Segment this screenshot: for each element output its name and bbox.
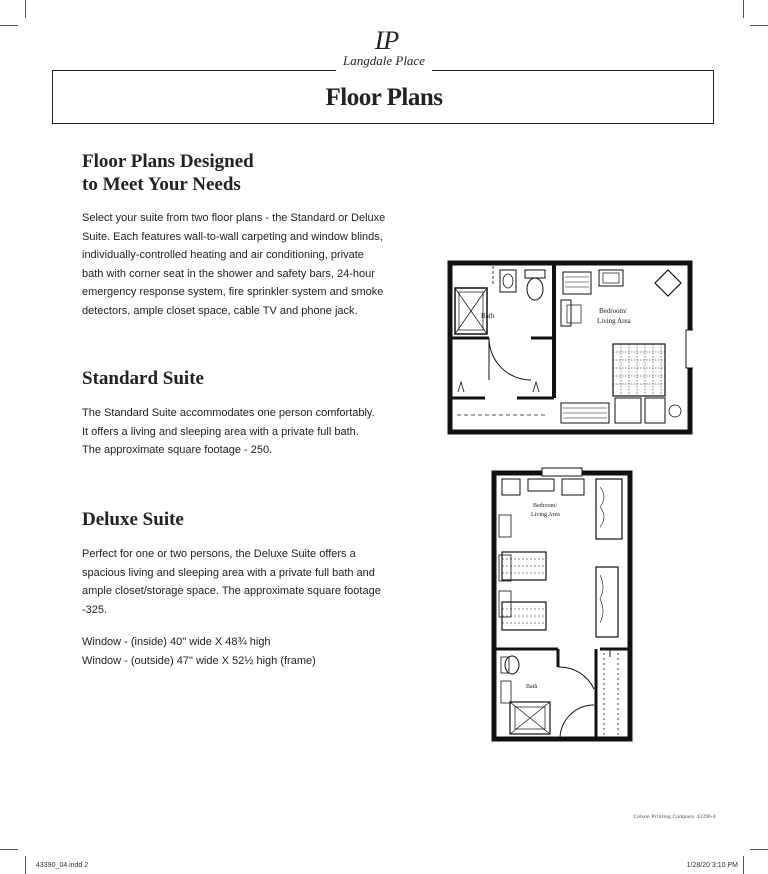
plan-label-living-area: Living Area (531, 512, 560, 518)
plan-label-bedroom: Bedroom/ (599, 307, 627, 315)
paragraph-line: Window - (inside) 40" wide X 48¾ high (82, 636, 271, 648)
crop-mark (0, 25, 18, 26)
standard-suite-heading: Standard Suite (82, 368, 204, 389)
standard-suite-paragraph (82, 404, 375, 460)
intro-paragraph (82, 209, 385, 320)
printer-credit: Colson Printing Company 43390-4 (633, 815, 716, 820)
deluxe-suite-floor-plan (490, 467, 635, 743)
paragraph-line: emergency response system, fire sprinkler system and smoke (82, 286, 384, 298)
paragraph-line: bath with corner seat in the shower and safety bars, 24-hour (82, 267, 375, 280)
intro-heading (82, 150, 254, 196)
logo-name: Langdale Place (343, 53, 425, 68)
plan-label-living-area: Living Area (597, 317, 631, 325)
crop-mark (25, 0, 26, 18)
paragraph-line: Select your suite from two floor plans - the Standard or Deluxe (82, 212, 386, 224)
print-timestamp: 1/28/20 3:10 PM (686, 862, 738, 869)
file-slug: 43390_04.indd 2 (36, 862, 89, 869)
paragraph-line: Perfect for one or two persons, the Deluxe Suite offers a (82, 548, 356, 560)
intro-heading-line: to Meet Your Needs (82, 174, 241, 195)
logo-monogram: LP (374, 26, 394, 55)
paragraph-line: detectors, ample closet space, cable TV and phone jack. (82, 304, 358, 317)
paragraph-line: The Standard Suite accommodates one person comfortably. (82, 407, 375, 419)
paragraph-line: Suite. Each features wall-to-wall carpeting and window blinds, (82, 230, 383, 243)
plan-label-bath: Bath (526, 684, 538, 690)
crop-mark (0, 849, 18, 850)
window-dimensions (82, 633, 316, 670)
crop-mark (743, 0, 744, 18)
paragraph-line: -325. (82, 603, 108, 616)
intro-heading-line: Floor Plans Designed (82, 151, 254, 172)
paragraph-line: The approximate square footage - 250. (82, 444, 273, 456)
deluxe-suite-paragraph (82, 545, 381, 619)
standard-suite-floor-plan (447, 260, 693, 435)
crop-mark (25, 856, 26, 874)
page-title: Floor Plans (325, 84, 443, 111)
paragraph-line: individually-controlled heating and air conditioning, private (82, 249, 364, 261)
paragraph-line: ample closet/storage space. The approximate square footage (82, 585, 381, 597)
plan-label-bedroom: Bedroom/ (533, 503, 557, 509)
paragraph-line: spacious living and sleeping area with a private full bath and (82, 566, 375, 579)
crop-mark (743, 856, 744, 874)
paragraph-line: It offers a living and sleeping area with a private full bath. (82, 425, 359, 438)
crop-mark (750, 849, 768, 850)
crop-mark (750, 25, 768, 26)
plan-label-bath: Bath (481, 312, 495, 320)
paragraph-line: Window - (outside) 47" wide X 52½ high (frame) (82, 654, 316, 667)
deluxe-suite-heading: Deluxe Suite (82, 509, 184, 530)
